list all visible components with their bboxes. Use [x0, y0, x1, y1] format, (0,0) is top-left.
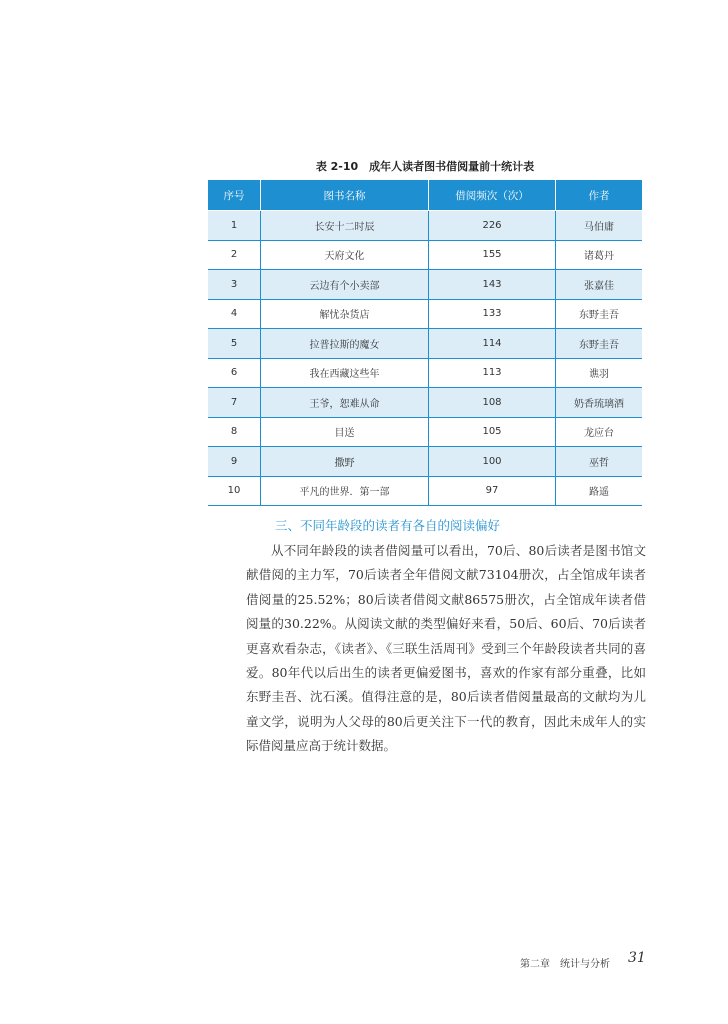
cell-title: 王爷，恕难从命 [261, 388, 429, 418]
cell-author: 东野圭吾 [556, 299, 643, 329]
table-row [208, 211, 642, 241]
cell-author: 巫哲 [556, 447, 643, 477]
cell-index: 1 [208, 211, 261, 241]
cell-frequency: 143 [429, 270, 556, 300]
cell-frequency: 155 [429, 240, 556, 270]
cell-index: 4 [208, 299, 261, 329]
cell-author: 张嘉佳 [556, 270, 643, 300]
cell-author: 奶香琉璃酒 [556, 388, 643, 418]
cell-index: 5 [208, 329, 261, 359]
table-caption: 表 2-10 成年人读者图书借阅量前十统计表 [315, 160, 535, 173]
cell-author: 龙应台 [556, 417, 643, 447]
cell-frequency: 133 [429, 299, 556, 329]
cell-title: 天府文化 [261, 240, 429, 270]
cell-frequency: 105 [429, 417, 556, 447]
cell-author: 路遥 [556, 476, 643, 506]
cell-title: 解忧杂货店 [261, 299, 429, 329]
cell-index: 2 [208, 240, 261, 270]
body-paragraph: 从不同年龄段的读者借阅量可以看出，70后、80后读者是图书馆文献借阅的主力军，70后读者全年借阅文献73104册次，占全馆成年读者借阅量的25.52%；80后读者借阅文献86575册次，占全馆成年读者借阅量的30.22%。从阅读文献的类型偏好来看，50后、60后、70后读者更喜欢看杂志，《读者》、《三联生活周刊》受到三个年龄段读者共同的喜爱。80年代以后出生的读者更偏爱图书，喜欢的作家有部分重叠，比如东野圭吾、沈石溪。值得注意的是，80后读者借阅量最高的文献均为儿童文学，说明为人父母的80后更关注下一代的教育，因此未成年人的实际借阅量应高于统计数据。 [246, 543, 646, 754]
cell-frequency: 114 [429, 329, 556, 359]
cell-index: 10 [208, 476, 261, 506]
cell-index: 7 [208, 388, 261, 418]
page-number: 31 [628, 950, 646, 966]
cell-title: 云边有个小卖部 [261, 270, 429, 300]
cell-index: 6 [208, 358, 261, 388]
cell-index: 9 [208, 447, 261, 477]
cell-title: 平凡的世界．第一部 [261, 476, 429, 506]
cell-author: 诸葛丹 [556, 240, 643, 270]
table-row [208, 447, 642, 477]
table-row [208, 329, 642, 359]
cell-title: 拉普拉斯的魔女 [261, 329, 429, 359]
cell-frequency: 100 [429, 447, 556, 477]
table-row [208, 358, 642, 388]
table-row [208, 270, 642, 300]
cell-frequency: 113 [429, 358, 556, 388]
borrowing-table [208, 180, 642, 506]
chapter-footer: 第二章 统计与分析 [520, 959, 610, 970]
col-header-frequency: 借阅频次（次） [429, 180, 556, 211]
cell-frequency: 108 [429, 388, 556, 418]
table-header-row [208, 180, 642, 211]
col-header-index: 序号 [208, 180, 261, 211]
cell-title: 撒野 [261, 447, 429, 477]
cell-author: 谯羽 [556, 358, 643, 388]
cell-title: 我在西藏这些年 [261, 358, 429, 388]
table-row [208, 240, 642, 270]
table-row [208, 388, 642, 418]
cell-author: 马伯庸 [556, 211, 643, 241]
cell-title: 长安十二时辰 [261, 211, 429, 241]
cell-title: 目送 [261, 417, 429, 447]
cell-index: 8 [208, 417, 261, 447]
cell-frequency: 226 [429, 211, 556, 241]
cell-frequency: 97 [429, 476, 556, 506]
col-header-title: 图书名称 [261, 180, 429, 211]
col-header-author: 作者 [556, 180, 643, 211]
table-row [208, 476, 642, 506]
table-row [208, 299, 642, 329]
cell-index: 3 [208, 270, 261, 300]
table-row [208, 417, 642, 447]
cell-author: 东野圭吾 [556, 329, 643, 359]
section-heading: 三、不同年龄段的读者有各自的阅读偏好 [275, 518, 501, 533]
